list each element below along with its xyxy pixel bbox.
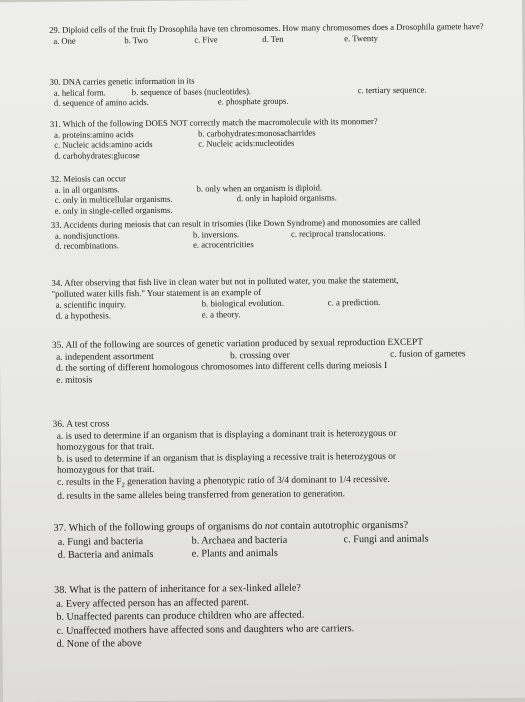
option: d. carbohydrates:glucose: [54, 149, 140, 161]
option: a. independent assortment: [56, 351, 154, 363]
option: a. nondisjunctions.: [54, 229, 120, 241]
question-37: [53, 518, 508, 562]
option-line: d. None of the above: [56, 638, 142, 650]
option-line: b. is used to determine if an organism that is displaying a recessive trait is heterozygous or: [56, 451, 397, 465]
question-stem: Which of the following groups of organisms do not contain autotrophic organisms?: [68, 519, 409, 534]
option: c. only in multicellular organisms.: [54, 193, 173, 205]
option: d. Bacteria and animals: [57, 548, 154, 561]
option: a. proteins:amino acids: [54, 128, 134, 140]
option: d. a hypothesis.: [55, 310, 111, 321]
question-32: [50, 170, 505, 216]
question-stem: All of the following are sources of genetic variation produced by sexual reproduction EXCEPT: [65, 337, 423, 351]
option: b. carbohydrates:monosacharrides: [198, 127, 316, 139]
option: d. Ten: [262, 33, 284, 44]
question-number: 30.: [49, 76, 61, 87]
question-35: [52, 337, 507, 387]
option-line: c. results in the $F_2$ generation having a phenotypic ratio of 3/4 dominant to 1/4 recessive.: [57, 474, 390, 489]
option: c. Fungi and animals: [343, 533, 429, 545]
option: b. inversions.: [192, 228, 240, 240]
question-stem: DNA carries genetic information in its: [62, 75, 195, 87]
question-30: [50, 73, 505, 108]
question-number: 33.: [50, 219, 62, 230]
question-33: [51, 216, 506, 251]
question-36: [53, 416, 509, 503]
option: e. phosphate groups.: [217, 95, 289, 107]
question-stem: After observing that fish live in clean water but not in polluted water, you make the statement,: [64, 274, 399, 288]
option-line: c. Unaffected mothers have affected sons and daughters who are carriers.: [56, 622, 355, 637]
option: a. in all organisms.: [54, 183, 120, 195]
question-number: 34.: [51, 277, 63, 288]
question-stem: Meiosis can occur: [63, 173, 126, 184]
question-34: [51, 274, 506, 322]
option-line: d. results in the same alleles being transferred from generation to generation.: [57, 489, 345, 502]
option: e. a theory.: [201, 309, 241, 320]
option: b. sequence of bases (nucleotides).: [131, 85, 252, 97]
question-31: [50, 115, 505, 161]
option: c. fusion of gametes: [389, 348, 466, 360]
option: c. tertiary sequence.: [357, 84, 427, 95]
question-number: 38.: [54, 584, 67, 596]
option: b. only when an organism is diploid.: [196, 181, 323, 194]
question-stem: Which of the following DOES NOT correctly match the macromolecule with its monomer?: [62, 115, 378, 129]
option: b. Archaea and bacteria: [191, 534, 288, 547]
question-stem: Diploid cells of the fruit fly Drosophila have ten chromosomes. How many chromosomes does a Drosophila gamete have?: [62, 21, 484, 35]
option-line: homozygous for that trait.: [57, 464, 155, 476]
question-number: 35.: [51, 340, 64, 351]
option: d. the sorting of different homologous chromosomes into different cells during meiosis I: [56, 360, 388, 374]
option: b. Two: [124, 34, 148, 45]
question-29: [49, 21, 504, 46]
option: e. acrocentricities: [193, 239, 254, 250]
question-number: 37.: [53, 522, 67, 534]
option: b. biological evolution.: [201, 297, 284, 309]
option: a. Fungi and bacteria: [57, 535, 144, 548]
option: e. mitosis: [56, 374, 93, 386]
question-stem: A test cross: [66, 419, 110, 430]
question-number: 36.: [52, 419, 65, 430]
question-stem: Accidents during meiosis that can result in trisomies (like Down Syndrome) and monosomies are called: [63, 216, 421, 230]
option: c. Nucleic acids:amino acids: [54, 138, 153, 150]
question-38: [54, 580, 510, 651]
question-number: 32.: [50, 173, 62, 184]
option-line: b. Unaffected parents can produce children who are affected.: [56, 609, 305, 623]
option: c. Nucleic acids:nucleotides: [198, 137, 295, 149]
option: e. only in single-celled organisms.: [54, 204, 173, 216]
option-line: a. is used to determine if an organism that is displaying a dominant trait is heterozygous or: [56, 428, 397, 442]
question-number: 29.: [49, 24, 60, 35]
option: a. scientific inquiry.: [55, 299, 127, 310]
option: c. reciprocal translocations.: [290, 227, 386, 239]
option: c. Five: [194, 33, 218, 45]
option: a. One: [53, 35, 76, 46]
option: a. helical form.: [53, 86, 106, 98]
option: d. sequence of amino acids.: [53, 96, 149, 108]
options-row: [54, 545, 509, 562]
option-line: a. Every affected person has an affected parent.: [56, 596, 250, 610]
option: c. a prediction.: [327, 296, 381, 308]
option: d. recombinations.: [55, 240, 119, 251]
option: e. Twenty: [344, 32, 378, 43]
question-stem: What is the pattern of inheritance for a sex-linked allele?: [69, 582, 301, 596]
question-number: 31.: [49, 118, 61, 129]
option-line: homozygous for that trait.: [56, 441, 155, 453]
option: d. only in haploid organisms.: [236, 192, 337, 204]
question-stem-line-2: "polluted water kills fish." Your statement is an example of: [51, 287, 262, 299]
option: e. Plants and animals: [191, 547, 278, 560]
option: b. crossing over: [230, 350, 290, 361]
